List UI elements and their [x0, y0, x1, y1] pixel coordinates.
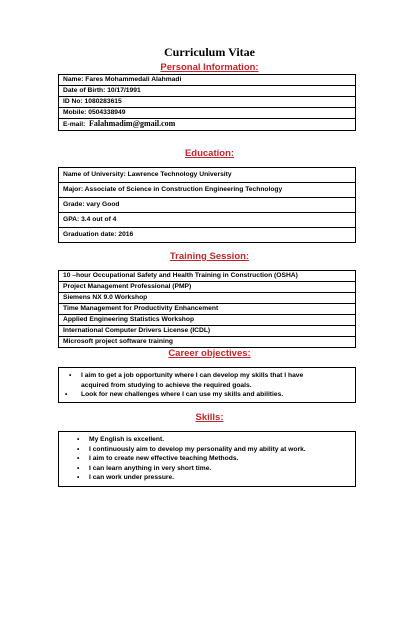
- career-list: [59, 371, 355, 400]
- list-item: [59, 454, 355, 464]
- table-row: [59, 183, 356, 198]
- table-row: [59, 271, 356, 282]
- gpa-cell: GPA: 3.4 out of 4: [59, 213, 356, 228]
- skill-item-text: I can work under pressure.: [89, 474, 175, 481]
- education-heading: Education:: [184, 148, 235, 159]
- id-cell: ID No: 1080283615: [59, 97, 356, 108]
- bullet-icon: •: [77, 445, 80, 453]
- email-cell: [59, 119, 356, 131]
- skill-item-text: My English is excellent.: [89, 436, 165, 443]
- training-table: [58, 270, 356, 348]
- skills-list: [59, 435, 355, 483]
- career-box: [58, 367, 356, 403]
- training-item: Microsoft project software training: [59, 337, 356, 348]
- training-item: Time Management for Productivity Enhancement: [59, 304, 356, 315]
- skills-box: [58, 431, 356, 487]
- bullet-icon: •: [77, 436, 80, 443]
- training-item: Project Management Professional (PMP): [59, 282, 356, 293]
- table-row: [59, 119, 356, 131]
- graduation-cell: Graduation date: 2016: [59, 228, 356, 243]
- name-cell: Name: Fares Mohammedali Alahmadi: [59, 75, 356, 86]
- list-item: [59, 435, 355, 445]
- skill-item-text: I aim to create new effective teaching Methods.: [89, 455, 239, 462]
- training-item: Applied Engineering Statistics Workshop: [59, 315, 356, 326]
- personal-info-table: [58, 74, 356, 131]
- table-row: [59, 198, 356, 213]
- bullet-icon: •: [77, 474, 80, 481]
- university-cell: Name of University: Lawrence Technology University: [59, 168, 356, 183]
- table-row: [59, 337, 356, 348]
- list-item: [59, 473, 355, 483]
- list-item: [59, 371, 355, 381]
- skill-item-text: I continuously aim to develop my personality and my ability at work.: [89, 445, 306, 453]
- email-label: E-mail:: [63, 121, 86, 128]
- skill-item-text: I can learn anything in very short time.: [89, 464, 212, 472]
- list-item: [59, 381, 355, 391]
- bullet-icon: •: [65, 391, 68, 398]
- list-item: [59, 445, 355, 455]
- list-item: [59, 390, 355, 400]
- table-row: [59, 282, 356, 293]
- page-title: Curriculum Vitae: [164, 45, 255, 59]
- table-row: [59, 304, 356, 315]
- table-row: [59, 75, 356, 86]
- training-heading: Training Session:: [169, 251, 250, 262]
- table-row: [59, 86, 356, 97]
- list-item: [59, 464, 355, 474]
- career-item-text: acquired from studying to achieve the required goals.: [81, 381, 252, 389]
- training-item: Siemens NX 9.0 Workshop: [59, 293, 356, 304]
- table-row: [59, 293, 356, 304]
- training-item: International Computer Drivers License (ICDL): [59, 326, 356, 337]
- bullet-icon: •: [77, 455, 80, 462]
- career-item-text: Look for new challenges where I can use my skills and abilities.: [81, 391, 284, 398]
- bullet-icon: •: [77, 464, 80, 472]
- mobile-cell: Mobile: 0504338949: [59, 108, 356, 119]
- career-item-text: I aim to get a job opportunity where I can develop my skills that I have: [81, 372, 304, 379]
- skills-heading: Skills:: [195, 412, 224, 423]
- dob-cell: Date of Birth: 10/17/1991: [59, 86, 356, 97]
- email-value: Falahmadim@gmail.com: [89, 119, 176, 128]
- table-row: [59, 108, 356, 119]
- table-row: [59, 228, 356, 243]
- table-row: [59, 97, 356, 108]
- table-row: [59, 315, 356, 326]
- major-cell: Major: Associate of Science in Construction Engineering Technology: [59, 183, 356, 198]
- personal-info-heading: Personal Information:: [160, 62, 259, 73]
- grade-cell: Grade: vary Good: [59, 198, 356, 213]
- table-row: [59, 168, 356, 183]
- training-item: 10 –hour Occupational Safety and Health Training in Construction (OSHA): [59, 271, 356, 282]
- education-table: [58, 167, 356, 243]
- table-row: [59, 213, 356, 228]
- bullet-icon: •: [69, 372, 72, 379]
- table-row: [59, 326, 356, 337]
- career-heading: Career objectives:: [168, 348, 251, 359]
